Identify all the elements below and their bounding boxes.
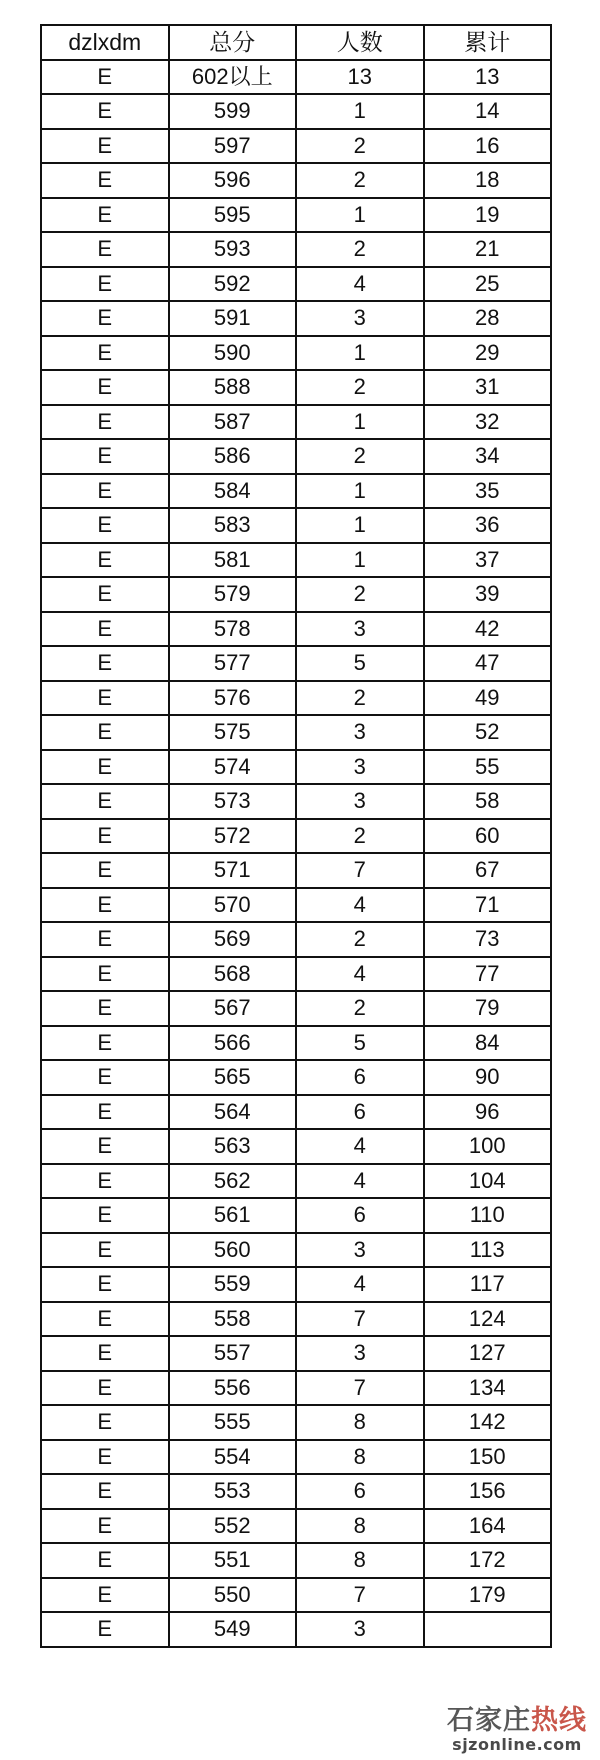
count-cell: 3: [296, 715, 424, 750]
dzlxdm-cell: E: [41, 1198, 169, 1233]
score-cell: 575: [169, 715, 297, 750]
cumulative-cell: 172: [424, 1543, 552, 1578]
table-row: [41, 543, 551, 578]
table-row: [41, 198, 551, 233]
count-cell: 2: [296, 232, 424, 267]
score-cell: 563: [169, 1129, 297, 1164]
dzlxdm-cell: E: [41, 1336, 169, 1371]
dzlxdm-cell: E: [41, 922, 169, 957]
cumulative-cell: 73: [424, 922, 552, 957]
score-cell: 579: [169, 577, 297, 612]
cumulative-cell: 34: [424, 439, 552, 474]
count-cell: 3: [296, 1612, 424, 1647]
score-cell: 561: [169, 1198, 297, 1233]
dzlxdm-cell: E: [41, 474, 169, 509]
cumulative-cell: 134: [424, 1371, 552, 1406]
count-cell: 6: [296, 1060, 424, 1095]
table-body: [41, 60, 551, 1647]
table-row: [41, 405, 551, 440]
table-row: [41, 1267, 551, 1302]
count-cell: 2: [296, 370, 424, 405]
dzlxdm-cell: E: [41, 301, 169, 336]
table-row: [41, 1405, 551, 1440]
cumulative-cell: 16: [424, 129, 552, 164]
table-row: [41, 1060, 551, 1095]
dzlxdm-cell: E: [41, 1302, 169, 1337]
count-cell: 8: [296, 1440, 424, 1475]
dzlxdm-cell: E: [41, 715, 169, 750]
table-header: [41, 25, 551, 60]
cumulative-cell: 142: [424, 1405, 552, 1440]
cumulative-cell: 18: [424, 163, 552, 198]
cumulative-cell: [424, 1612, 552, 1647]
cumulative-cell: 60: [424, 819, 552, 854]
dzlxdm-cell: E: [41, 1026, 169, 1061]
dzlxdm-cell: E: [41, 991, 169, 1026]
table-row: [41, 888, 551, 923]
col-dzlxdm-header: dzlxdm: [41, 25, 169, 60]
cumulative-cell: 32: [424, 405, 552, 440]
dzlxdm-cell: E: [41, 543, 169, 578]
watermark-name-part1: 石家庄: [447, 1704, 531, 1736]
score-cell: 549: [169, 1612, 297, 1647]
score-cell: 568: [169, 957, 297, 992]
cumulative-cell: 67: [424, 853, 552, 888]
dzlxdm-cell: E: [41, 646, 169, 681]
table-row: [41, 232, 551, 267]
cumulative-cell: 156: [424, 1474, 552, 1509]
count-cell: 2: [296, 819, 424, 854]
cumulative-cell: 104: [424, 1164, 552, 1199]
table-row: [41, 1233, 551, 1268]
score-cell: 599: [169, 94, 297, 129]
table-row: [41, 1198, 551, 1233]
cumulative-cell: 179: [424, 1578, 552, 1613]
table-row: [41, 1612, 551, 1647]
table-row: [41, 715, 551, 750]
dzlxdm-cell: E: [41, 1164, 169, 1199]
score-cell: 584: [169, 474, 297, 509]
cumulative-cell: 36: [424, 508, 552, 543]
count-cell: 6: [296, 1474, 424, 1509]
score-cell: 574: [169, 750, 297, 785]
score-cell: 571: [169, 853, 297, 888]
count-cell: 7: [296, 1302, 424, 1337]
table-row: [41, 1543, 551, 1578]
count-cell: 1: [296, 405, 424, 440]
table-row: [41, 1026, 551, 1061]
dzlxdm-cell: E: [41, 577, 169, 612]
watermark-name-part2: 热线: [531, 1704, 587, 1736]
table-row: [41, 784, 551, 819]
table-row: [41, 1474, 551, 1509]
cumulative-cell: 84: [424, 1026, 552, 1061]
dzlxdm-cell: E: [41, 1543, 169, 1578]
dzlxdm-cell: E: [41, 1440, 169, 1475]
score-cell: 572: [169, 819, 297, 854]
table-row: [41, 819, 551, 854]
dzlxdm-cell: E: [41, 853, 169, 888]
count-cell: 7: [296, 1578, 424, 1613]
score-cell: 583: [169, 508, 297, 543]
count-cell: 6: [296, 1198, 424, 1233]
table-row: [41, 1440, 551, 1475]
count-cell: 8: [296, 1543, 424, 1578]
col-score-header: 总分: [169, 25, 297, 60]
cumulative-cell: 58: [424, 784, 552, 819]
dzlxdm-cell: E: [41, 888, 169, 923]
cumulative-cell: 28: [424, 301, 552, 336]
cumulative-cell: 55: [424, 750, 552, 785]
dzlxdm-cell: E: [41, 1371, 169, 1406]
score-cell: 554: [169, 1440, 297, 1475]
count-cell: 2: [296, 991, 424, 1026]
count-cell: 3: [296, 1233, 424, 1268]
cumulative-cell: 47: [424, 646, 552, 681]
dzlxdm-cell: E: [41, 957, 169, 992]
count-cell: 4: [296, 267, 424, 302]
cumulative-cell: 117: [424, 1267, 552, 1302]
table-row: [41, 750, 551, 785]
count-cell: 3: [296, 1336, 424, 1371]
count-cell: 5: [296, 1026, 424, 1061]
dzlxdm-cell: E: [41, 1509, 169, 1544]
score-cell: 569: [169, 922, 297, 957]
cumulative-cell: 90: [424, 1060, 552, 1095]
dzlxdm-cell: E: [41, 370, 169, 405]
score-cell: 602以上: [169, 60, 297, 95]
cumulative-cell: 100: [424, 1129, 552, 1164]
dzlxdm-cell: E: [41, 1233, 169, 1268]
score-cell: 588: [169, 370, 297, 405]
table-row: [41, 612, 551, 647]
cumulative-cell: 31: [424, 370, 552, 405]
cumulative-cell: 42: [424, 612, 552, 647]
table-row: [41, 163, 551, 198]
dzlxdm-cell: E: [41, 1405, 169, 1440]
score-cell: 596: [169, 163, 297, 198]
cumulative-cell: 79: [424, 991, 552, 1026]
cumulative-cell: 110: [424, 1198, 552, 1233]
score-cell: 566: [169, 1026, 297, 1061]
dzlxdm-cell: E: [41, 1612, 169, 1647]
cumulative-cell: 71: [424, 888, 552, 923]
dzlxdm-cell: E: [41, 681, 169, 716]
dzlxdm-cell: E: [41, 1095, 169, 1130]
count-cell: 3: [296, 750, 424, 785]
table-row: [41, 1302, 551, 1337]
score-cell: 593: [169, 232, 297, 267]
cumulative-cell: 37: [424, 543, 552, 578]
table-row: [41, 646, 551, 681]
score-cell: 555: [169, 1405, 297, 1440]
score-cell: 592: [169, 267, 297, 302]
cumulative-cell: 164: [424, 1509, 552, 1544]
count-cell: 2: [296, 439, 424, 474]
dzlxdm-cell: E: [41, 405, 169, 440]
count-cell: 13: [296, 60, 424, 95]
score-cell: 573: [169, 784, 297, 819]
table-row: [41, 370, 551, 405]
score-cell: 550: [169, 1578, 297, 1613]
count-cell: 4: [296, 1164, 424, 1199]
score-cell: 557: [169, 1336, 297, 1371]
score-cell: 562: [169, 1164, 297, 1199]
table-row: [41, 1164, 551, 1199]
count-cell: 4: [296, 1129, 424, 1164]
cumulative-cell: 113: [424, 1233, 552, 1268]
count-cell: 1: [296, 543, 424, 578]
cumulative-cell: 35: [424, 474, 552, 509]
cumulative-cell: 19: [424, 198, 552, 233]
count-cell: 8: [296, 1509, 424, 1544]
score-cell: 552: [169, 1509, 297, 1544]
table-row: [41, 1371, 551, 1406]
header-row: [41, 25, 551, 60]
table-row: [41, 957, 551, 992]
score-cell: 578: [169, 612, 297, 647]
table-row: [41, 1509, 551, 1544]
col-cumulative-header: 累计: [424, 25, 552, 60]
dzlxdm-cell: E: [41, 439, 169, 474]
score-cell: 567: [169, 991, 297, 1026]
score-cell: 595: [169, 198, 297, 233]
score-cell: 586: [169, 439, 297, 474]
cumulative-cell: 96: [424, 1095, 552, 1130]
dzlxdm-cell: E: [41, 1129, 169, 1164]
cumulative-cell: 29: [424, 336, 552, 371]
watermark-name: [442, 1704, 592, 1736]
cumulative-cell: 77: [424, 957, 552, 992]
count-cell: 2: [296, 129, 424, 164]
table-row: [41, 336, 551, 371]
score-cell: 551: [169, 1543, 297, 1578]
dzlxdm-cell: E: [41, 267, 169, 302]
table-row: [41, 508, 551, 543]
dzlxdm-cell: E: [41, 129, 169, 164]
table-row: [41, 301, 551, 336]
score-cell: 577: [169, 646, 297, 681]
cumulative-cell: 21: [424, 232, 552, 267]
score-cell: 587: [169, 405, 297, 440]
cumulative-cell: 52: [424, 715, 552, 750]
table-row: [41, 991, 551, 1026]
dzlxdm-cell: E: [41, 94, 169, 129]
count-cell: 1: [296, 474, 424, 509]
dzlxdm-cell: E: [41, 612, 169, 647]
cumulative-cell: 49: [424, 681, 552, 716]
count-cell: 8: [296, 1405, 424, 1440]
count-cell: 2: [296, 681, 424, 716]
count-cell: 5: [296, 646, 424, 681]
score-cell: 591: [169, 301, 297, 336]
score-cell: 565: [169, 1060, 297, 1095]
dzlxdm-cell: E: [41, 163, 169, 198]
dzlxdm-cell: E: [41, 1060, 169, 1095]
dzlxdm-cell: E: [41, 60, 169, 95]
score-cell: 590: [169, 336, 297, 371]
count-cell: 7: [296, 1371, 424, 1406]
score-cell: 556: [169, 1371, 297, 1406]
count-cell: 3: [296, 784, 424, 819]
table-row: [41, 1129, 551, 1164]
score-cell: 597: [169, 129, 297, 164]
dzlxdm-cell: E: [41, 819, 169, 854]
count-cell: 4: [296, 1267, 424, 1302]
dzlxdm-cell: E: [41, 232, 169, 267]
count-cell: 1: [296, 198, 424, 233]
score-table: [40, 24, 552, 1648]
table-row: [41, 60, 551, 95]
table-row: [41, 474, 551, 509]
table-row: [41, 267, 551, 302]
dzlxdm-cell: E: [41, 1578, 169, 1613]
dzlxdm-cell: E: [41, 784, 169, 819]
table-row: [41, 1578, 551, 1613]
cumulative-cell: 25: [424, 267, 552, 302]
count-cell: 1: [296, 508, 424, 543]
cumulative-cell: 124: [424, 1302, 552, 1337]
dzlxdm-cell: E: [41, 1267, 169, 1302]
score-cell: 559: [169, 1267, 297, 1302]
count-cell: 7: [296, 853, 424, 888]
table-row: [41, 853, 551, 888]
site-watermark: [442, 1704, 592, 1754]
table-row: [41, 1336, 551, 1371]
count-cell: 2: [296, 163, 424, 198]
dzlxdm-cell: E: [41, 336, 169, 371]
table-row: [41, 1095, 551, 1130]
dzlxdm-cell: E: [41, 198, 169, 233]
table-row: [41, 129, 551, 164]
watermark-url: sjzonline.com: [452, 1735, 582, 1754]
score-cell: 581: [169, 543, 297, 578]
table-row: [41, 577, 551, 612]
count-cell: 2: [296, 577, 424, 612]
col-count-header: 人数: [296, 25, 424, 60]
dzlxdm-cell: E: [41, 750, 169, 785]
cumulative-cell: 39: [424, 577, 552, 612]
count-cell: 2: [296, 922, 424, 957]
dzlxdm-cell: E: [41, 1474, 169, 1509]
score-cell: 576: [169, 681, 297, 716]
count-cell: 3: [296, 612, 424, 647]
cumulative-cell: 150: [424, 1440, 552, 1475]
table-row: [41, 681, 551, 716]
table-row: [41, 922, 551, 957]
score-cell: 553: [169, 1474, 297, 1509]
count-cell: 3: [296, 301, 424, 336]
cumulative-cell: 127: [424, 1336, 552, 1371]
count-cell: 4: [296, 957, 424, 992]
table-row: [41, 94, 551, 129]
score-cell: 558: [169, 1302, 297, 1337]
count-cell: 6: [296, 1095, 424, 1130]
dzlxdm-cell: E: [41, 508, 169, 543]
cumulative-cell: 13: [424, 60, 552, 95]
count-cell: 1: [296, 336, 424, 371]
cumulative-cell: 14: [424, 94, 552, 129]
count-cell: 1: [296, 94, 424, 129]
score-cell: 564: [169, 1095, 297, 1130]
table-row: [41, 439, 551, 474]
count-cell: 4: [296, 888, 424, 923]
score-cell: 560: [169, 1233, 297, 1268]
score-cell: 570: [169, 888, 297, 923]
